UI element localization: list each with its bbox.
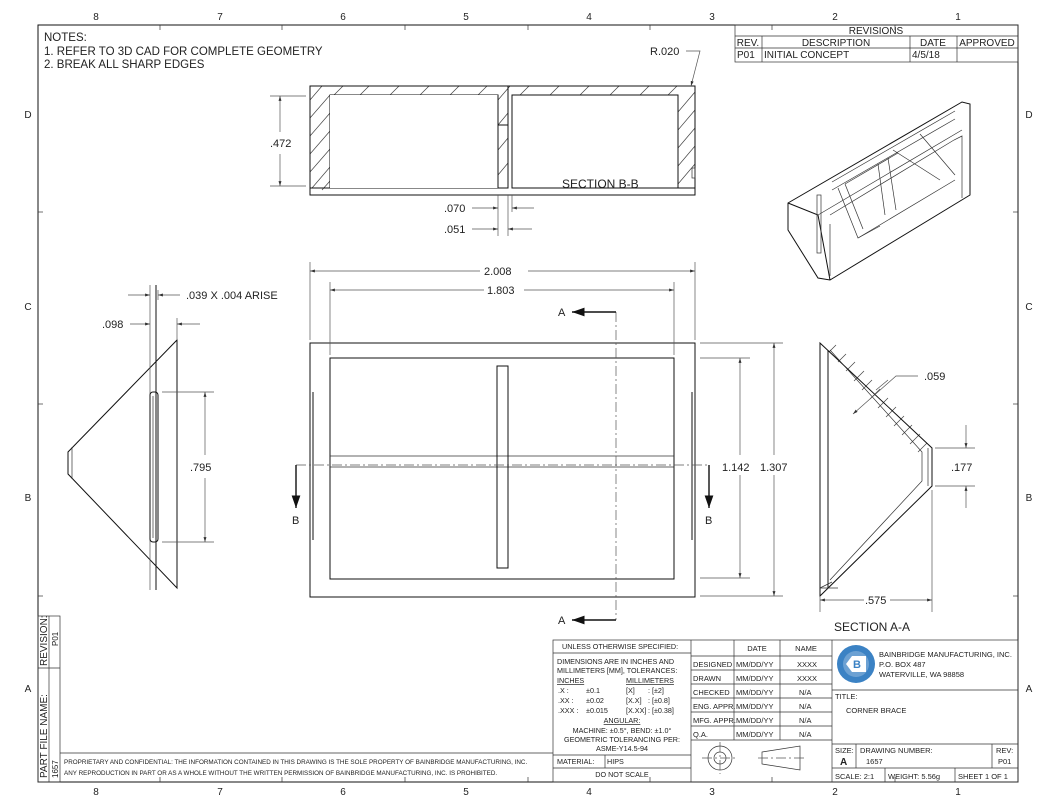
- tb-sign-role: ENG. APPR.: [693, 702, 736, 711]
- section-bb-view: [270, 46, 700, 236]
- dim-radius: R.020: [650, 46, 680, 58]
- dim-overall-width: 2.008: [484, 266, 512, 278]
- zone-row-left: A: [24, 684, 32, 695]
- zone-col-top: 5: [463, 12, 469, 23]
- zone-col-top: 8: [93, 12, 99, 23]
- dim-wall: .070: [444, 203, 466, 215]
- tb-sign-name: XXXX: [797, 674, 818, 683]
- tb-sign-date: MM/DD/YY: [736, 702, 774, 711]
- svg-text:B: B: [853, 659, 861, 671]
- tb-tol-cell: ±0.02: [586, 696, 604, 705]
- tb-company: BAINBRIDGE MANUFACTURING, INC.: [879, 650, 1012, 659]
- tb-col-inches: INCHES: [557, 676, 585, 685]
- dim-arise: .039 X .004 ARISE: [186, 290, 278, 302]
- tb-dwg-value: 1657: [866, 757, 883, 766]
- dim-overall-height: 1.307: [760, 462, 788, 474]
- note-item: 2. BREAK ALL SHARP EDGES: [44, 59, 205, 71]
- tb-tol-cell: ±0.1: [586, 686, 600, 695]
- dim-offset: .098: [102, 319, 124, 331]
- tb-company: WATERVILLE, WA 98858: [879, 670, 965, 679]
- company-logo-icon: [837, 645, 875, 683]
- tb-tol-cell: [X.XX]: [626, 706, 647, 715]
- tb-sheet: SHEET 1 OF 1: [958, 772, 1008, 781]
- tb-rev-value: P01: [998, 757, 1012, 766]
- zone-col-top: 7: [217, 12, 223, 23]
- dim-slot: .795: [190, 462, 212, 474]
- zone-col-top: 1: [955, 12, 961, 23]
- tb-tol-cell: .X :: [558, 686, 569, 695]
- zone-row-left: C: [24, 302, 32, 313]
- zone-col-bottom: 5: [463, 787, 469, 798]
- zone-col-bottom: 7: [217, 787, 223, 798]
- tb-tol-cell: : [±2]: [648, 686, 664, 695]
- tb-unless: UNLESS OTHERWISE SPECIFIED:: [562, 642, 679, 651]
- front-view: [292, 262, 788, 627]
- side-block: [38, 615, 60, 782]
- tb-dims: MILLIMETERS [MM], TOLERANCES:: [557, 666, 678, 675]
- tb-material-value: HIPS: [607, 757, 624, 766]
- dim-section-height: .472: [270, 138, 292, 150]
- tb-angular: ANGULAR:: [603, 716, 641, 725]
- tb-dims: DIMENSIONS ARE IN INCHES AND: [557, 657, 675, 666]
- zone-col-bottom: 6: [340, 787, 346, 798]
- side-view: [68, 285, 278, 590]
- dim-inner-height: 1.142: [722, 462, 750, 474]
- tb-sign-name: N/A: [799, 702, 812, 711]
- tb-gdt: GEOMETRIC TOLERANCING PER:: [564, 735, 680, 744]
- tb-tol-cell: : [±0.38]: [648, 706, 674, 715]
- dim-aa-tip: .177: [951, 462, 973, 474]
- notes: [44, 32, 323, 71]
- title-block: [553, 640, 1018, 782]
- tb-sign-name: N/A: [799, 730, 812, 739]
- rev-header: REV.: [736, 38, 760, 49]
- dim-inner-width: 1.803: [487, 285, 515, 297]
- zone-col-top: 2: [832, 12, 838, 23]
- rev-cell: INITIAL CONCEPT: [764, 50, 850, 61]
- zone-col-top: 3: [709, 12, 715, 23]
- tb-weight: WEIGHT: 5.56g: [888, 772, 941, 781]
- tb-sign-date: MM/DD/YY: [736, 660, 774, 669]
- tb-sign-header: NAME: [795, 644, 817, 653]
- section-a-marker: A: [558, 615, 566, 627]
- section-b-marker: B: [705, 515, 713, 527]
- rev-header: DATE: [920, 38, 946, 49]
- tb-sign-header: DATE: [747, 644, 767, 653]
- tb-angular-value: MACHINE: ±0.5°, BEND: ±1.0°: [572, 726, 672, 735]
- proprietary-notice: [60, 753, 553, 777]
- tb-tol-cell: : [±0.8]: [648, 696, 670, 705]
- tb-sign-date: MM/DD/YY: [736, 716, 774, 725]
- revisions-table: [735, 25, 1018, 62]
- zone-col-bottom: 4: [586, 787, 592, 798]
- tb-sign-name: N/A: [799, 688, 812, 697]
- tb-material-label: MATERIAL:: [557, 757, 595, 766]
- tb-sign-role: DRAWN: [693, 674, 722, 683]
- projection-symbol-icon: [702, 742, 806, 774]
- dim-aa-wall: .059: [924, 371, 946, 383]
- tb-sign-role: MFG. APPR.: [693, 716, 736, 725]
- section-b-marker: B: [292, 515, 300, 527]
- tb-sign-role: Q.A.: [693, 730, 709, 739]
- revisions-title: REVISIONS: [848, 26, 904, 37]
- tb-sign-date: MM/DD/YY: [736, 730, 774, 739]
- zone-row-right: C: [1025, 302, 1033, 313]
- zone-row-right: B: [1025, 493, 1033, 504]
- side-file-value: 1657: [51, 760, 60, 778]
- zone-col-bottom: 1: [955, 787, 961, 798]
- tb-sign-role: DESIGNED: [693, 660, 733, 669]
- proprietary-line: ANY REPRODUCTION IN PART OR AS A WHOLE WITHOUT THE WRITTEN PERMISSION OF BAINBRIDGE MANUFACTURING, INC. IS PROHIBITED.: [64, 770, 498, 777]
- tb-tol-cell: [X]: [626, 686, 635, 695]
- tb-title-value: CORNER BRACE: [846, 706, 907, 715]
- tb-gdt: ASME-Y14.5-94: [596, 744, 648, 753]
- tb-size-value: A: [840, 757, 848, 768]
- tb-sign-name: N/A: [799, 716, 812, 725]
- tb-size-label: SIZE:: [835, 746, 854, 755]
- tb-scale: SCALE: 2:1: [835, 772, 875, 781]
- side-revision-value: P01: [51, 631, 60, 646]
- section-aa-label: SECTION A-A: [834, 620, 911, 634]
- zone-col-top: 4: [586, 12, 592, 23]
- rev-header: APPROVED: [959, 38, 1015, 49]
- dim-aa-base: .575: [865, 595, 887, 607]
- tb-col-mm: MILLIMETERS: [626, 676, 674, 685]
- tb-tol-cell: .XX :: [558, 696, 574, 705]
- rev-header: DESCRIPTION: [801, 38, 871, 49]
- tb-tol-cell: .XXX :: [558, 706, 579, 715]
- zone-row-left: D: [24, 110, 32, 121]
- tb-do-not-scale: DO NOT SCALE: [595, 770, 649, 779]
- notes-title: NOTES:: [44, 32, 87, 44]
- zone-col-bottom: 3: [709, 787, 715, 798]
- rev-cell: 4/5/18: [912, 50, 940, 61]
- zone-col-bottom: 8: [93, 787, 99, 798]
- tb-title-label: TITLE:: [835, 692, 858, 701]
- tb-company: P.O. BOX 487: [879, 660, 926, 669]
- tb-dwg-label: DRAWING NUMBER:: [860, 746, 933, 755]
- tb-rev-label: REV:: [996, 746, 1014, 755]
- rev-cell: P01: [737, 50, 755, 61]
- zone-row-right: A: [1025, 684, 1033, 695]
- zone-row-left: B: [24, 493, 32, 504]
- note-item: 1. REFER TO 3D CAD FOR COMPLETE GEOMETRY: [44, 46, 323, 58]
- side-file-label: PART FILE NAME:: [39, 694, 50, 778]
- zone-col-top: 6: [340, 12, 346, 23]
- zone-row-right: D: [1025, 110, 1033, 121]
- tb-sign-name: XXXX: [797, 660, 818, 669]
- section-aa-view: [820, 343, 975, 634]
- tb-tol-cell: [X.X]: [626, 696, 642, 705]
- tb-sign-date: MM/DD/YY: [736, 688, 774, 697]
- tb-tol-cell: ±0.015: [586, 706, 608, 715]
- dim-gap: .051: [444, 224, 466, 236]
- isometric-view: [788, 102, 970, 280]
- section-a-marker: A: [558, 307, 566, 319]
- zone-col-bottom: 2: [832, 787, 838, 798]
- tb-sign-role: CHECKED: [693, 688, 730, 697]
- side-revision-label: REVISION:: [39, 615, 50, 666]
- proprietary-line: PROPRIETARY AND CONFIDENTIAL: THE INFORMATION CONTAINED IN THIS DRAWING IS THE SOLE PROPERTY OF BAINBRIDGE MANUFACTURING, INC.: [64, 759, 528, 766]
- tb-sign-date: MM/DD/YY: [736, 674, 774, 683]
- section-bb-label: SECTION B-B: [562, 177, 639, 191]
